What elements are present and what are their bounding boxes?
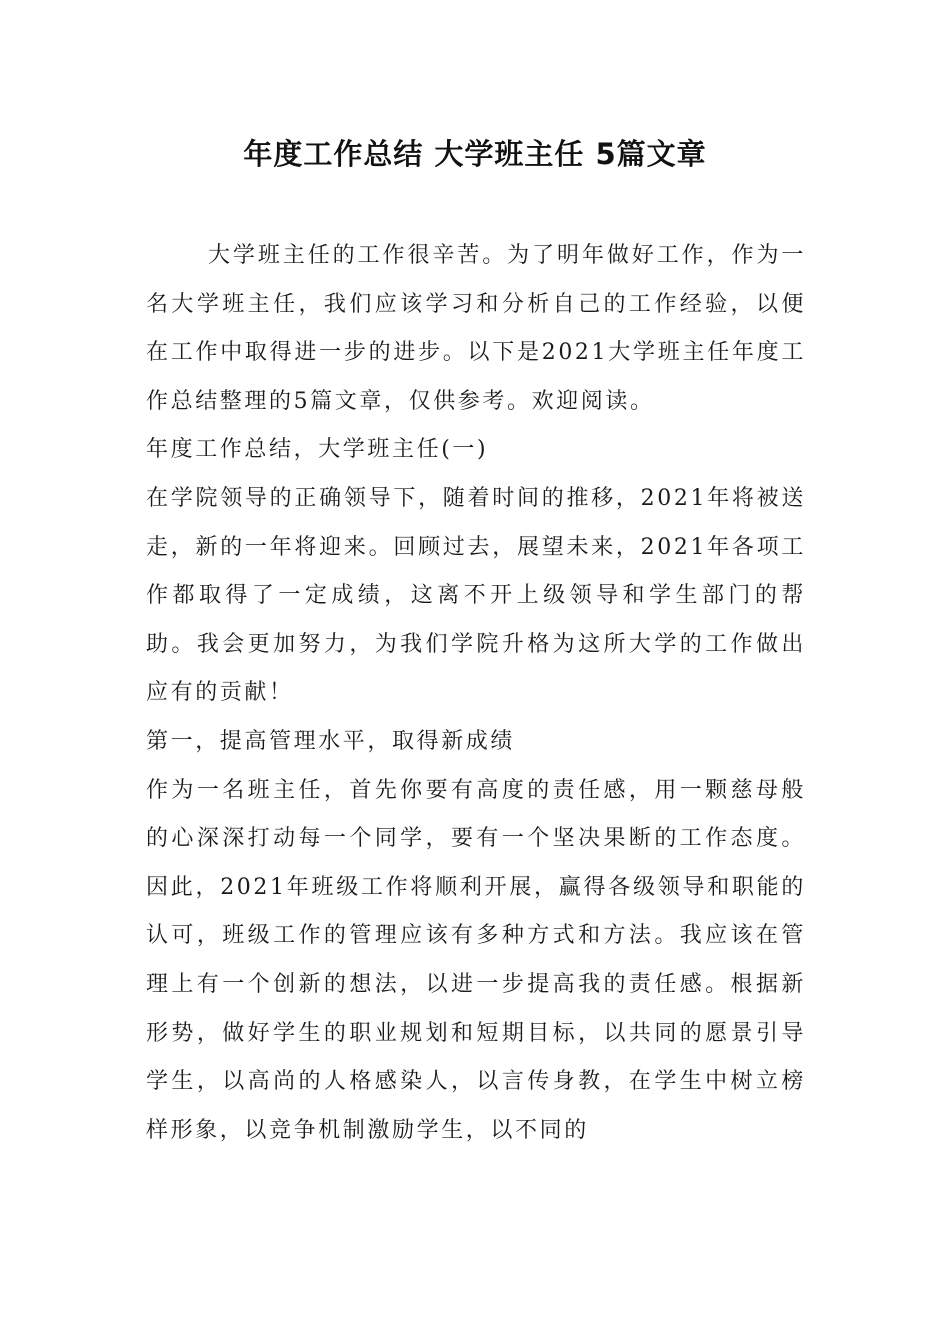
subsection-heading-1: 第一，提高管理水平，取得新成绩 <box>146 728 516 754</box>
document-title: 年度工作总结 大学班主任 5篇文章 <box>243 137 707 171</box>
body-paragraph-2: 作为一名班主任，首先你要有高度的责任感，用一颗慈母般的心深深打动每一个同学，要有一个坚决果断的工作态度。因此，2021年班级工作将顺利开展，赢得各级领导和职能的认可，班级工作的管理应该有多种方式和方法。我应该在管理上有一个创新的想法，以进一步提高我的责任感。根据新形势，做好学生的职业规划和短期目标，以共同的愿景引导学生，以高尚的人格感染人，以言传身教，在学生中树立榜样形象，以竞争机制激励学生，以不同的 <box>146 777 806 1143</box>
intro-paragraph: 大学班主任的工作很辛苦。为了明年做好工作，作为一名大学班主任，我们应该学习和分析自己的工作经验，以便在工作中取得进一步的进步。以下是2021大学班主任年度工作总结整理的5篇文章，仅供参考。欢迎阅读。 <box>146 243 806 414</box>
section-heading-1: 年度工作总结，大学班主任(一) <box>146 437 489 463</box>
body-paragraph-1: 在学院领导的正确领导下，随着时间的推移，2021年将被送走，新的一年将迎来。回顾过去，展望未来，2021年各项工作都取得了一定成绩，这离不开上级领导和学生部门的帮助。我会更加努力，为我们学院升格为这所大学的工作做出应有的贡献！ <box>146 485 806 706</box>
document-body <box>146 232 806 1155</box>
